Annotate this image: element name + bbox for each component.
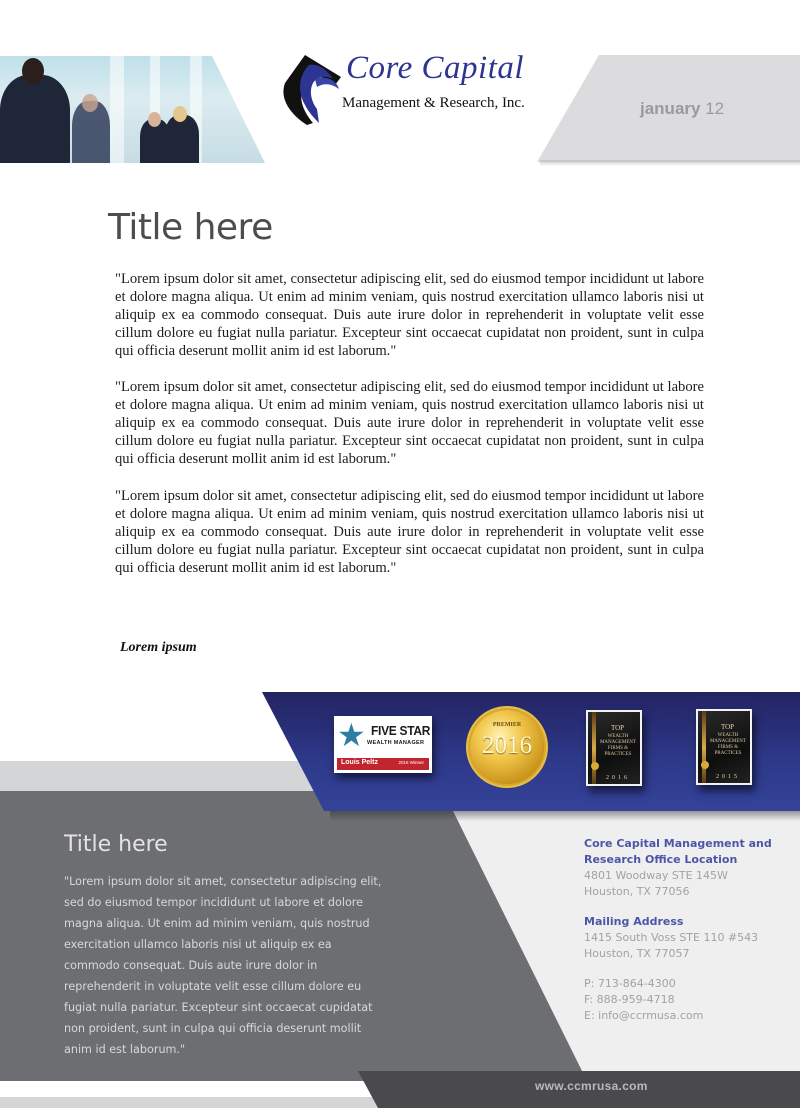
award-five-star-wealth-manager xyxy=(334,716,432,773)
issue-day: 12 xyxy=(705,99,725,118)
star-icon: ★ xyxy=(337,717,366,753)
fax-number: F: 888-959-4718 xyxy=(584,993,675,1006)
body-paragraph: "Lorem ipsum dolor sit amet, consectetur adipiscing elit, sed do eiusmod tempor incididunt ut labore et dolore magna aliqua. Ut enim ad minim veniam, quis nostrud exercitation ullamco laboris nisi ut aliquip ex ea commodo consequat. Duis aute irure dolor in reprehenderit in voluptate velit esse cillum dolore eu fugiat nulla pariatur. Excepteur sint occaecat cupidatat non proident, sunt in culpa qui officia deserunt mollit anim id est laborum." xyxy=(115,271,704,359)
office-heading: Core Capital Management and Research Office Location xyxy=(584,837,772,866)
office-address-line2: Houston, TX 77056 xyxy=(584,885,690,898)
company-logo-subtitle: Management & Research, Inc. xyxy=(342,95,525,111)
section-paragraph: "Lorem ipsum dolor sit amet, consectetur adipiscing elit, sed do eiusmod tempor incididunt ut labore et dolore magna aliqua. Ut enim ad minim veniam, quis nostrud exercitation ullamco laboris nisi ut aliquip ex ea commodo consequat. Duis aute irure dolor in reprehenderit in voluptate velit esse cillum dolore eu fugiat nulla pariatur. Excepteur sint occaecat cupidatat non proident, sunt in culpa qui officia deserunt mollit anim id est laborum." xyxy=(64,875,382,1056)
magazine-year: 2016 xyxy=(606,775,630,781)
email-address[interactable]: E: info@ccrmusa.com xyxy=(584,1009,704,1022)
office-address-line1: 4801 Woodway STE 145W xyxy=(584,869,728,882)
photo-person-head xyxy=(173,106,187,122)
issue-date xyxy=(640,99,724,119)
contact-info xyxy=(584,836,794,1024)
five-star-subtitle: WEALTH MANAGER xyxy=(367,740,425,746)
magazine-subtitle: WEALTH MANAGEMENT FIRMS & PRACTICES xyxy=(599,734,637,757)
seal-label: PREMIER xyxy=(492,722,522,728)
mailing-address-line1: 1415 South Voss STE 110 #543 xyxy=(584,931,759,944)
photo-person-head xyxy=(82,94,98,112)
photo-person-head xyxy=(22,58,44,84)
photo-person xyxy=(0,75,70,163)
magazine-stripe xyxy=(592,712,596,784)
magazine-subtitle: WEALTH MANAGEMENT FIRMS & PRACTICES xyxy=(709,733,747,756)
body-paragraph: "Lorem ipsum dolor sit amet, consectetur adipiscing elit, sed do eiusmod tempor incididunt ut labore et dolore magna aliqua. Ut enim ad minim veniam, quis nostrud exercitation ullamco laboris nisi ut aliquip ex ea commodo consequat. Duis aute irure dolor in reprehenderit in voluptate velit esse cillum dolore eu fugiat nulla pariatur. Excepteur sint occaecat cupidatat non proident, sunt in culpa qui officia deserunt mollit anim id est laborum." xyxy=(115,379,704,467)
seal-year: 2016 xyxy=(482,732,532,759)
mailing-address-line2: Houston, TX 77057 xyxy=(584,947,690,960)
website-link[interactable]: www.ccmrusa.com xyxy=(535,1079,648,1093)
magazine-title: TOP xyxy=(720,723,735,731)
magazine-seal-icon xyxy=(701,761,709,769)
photo-window-pane xyxy=(110,56,124,163)
company-logo-name: Core Capital xyxy=(346,50,525,86)
logo-mark-icon xyxy=(279,55,341,125)
five-star-name-bar xyxy=(337,758,429,770)
date-tab-shadow xyxy=(540,160,800,166)
five-star-year: 2016 Winner xyxy=(398,760,424,765)
mailing-heading: Mailing Address xyxy=(584,915,684,928)
award-magazine-2015 xyxy=(696,709,752,785)
magazine-title: TOP xyxy=(610,724,625,732)
five-star-title: FIVE STAR xyxy=(371,723,431,738)
spacer xyxy=(584,900,794,914)
award-magazine-2016 xyxy=(586,710,642,786)
photo-person-head xyxy=(148,112,161,127)
award-premier-seal xyxy=(470,710,544,784)
body-paragraph: "Lorem ipsum dolor sit amet, consectetur adipiscing elit, sed do eiusmod tempor incididunt ut labore et dolore magna aliqua. Ut enim ad minim veniam, quis nostrud exercitation ullamco laboris nisi ut aliquip ex ea commodo consequat. Duis aute irure dolor in reprehenderit in voluptate velit esse cillum dolore eu fugiat nulla pariatur. Excepteur sint occaecat cupidatat non proident, sunt in culpa qui officia deserunt mollit anim id est laborum." xyxy=(115,488,704,576)
phone-number: P: 713-864-4300 xyxy=(584,977,676,990)
photo-person xyxy=(165,115,199,163)
spacer xyxy=(584,962,794,976)
issue-month: january xyxy=(640,99,701,118)
magazine-stripe xyxy=(702,711,706,783)
magazine-seal-icon xyxy=(591,762,599,770)
page-title: Title here xyxy=(108,207,273,248)
header-photo-business-people xyxy=(0,56,265,163)
signature: Lorem ipsum xyxy=(120,640,197,655)
section-title: Title here xyxy=(64,832,168,857)
magazine-year: 2015 xyxy=(716,774,740,780)
five-star-winner-name: Louis Peltz xyxy=(341,759,378,766)
